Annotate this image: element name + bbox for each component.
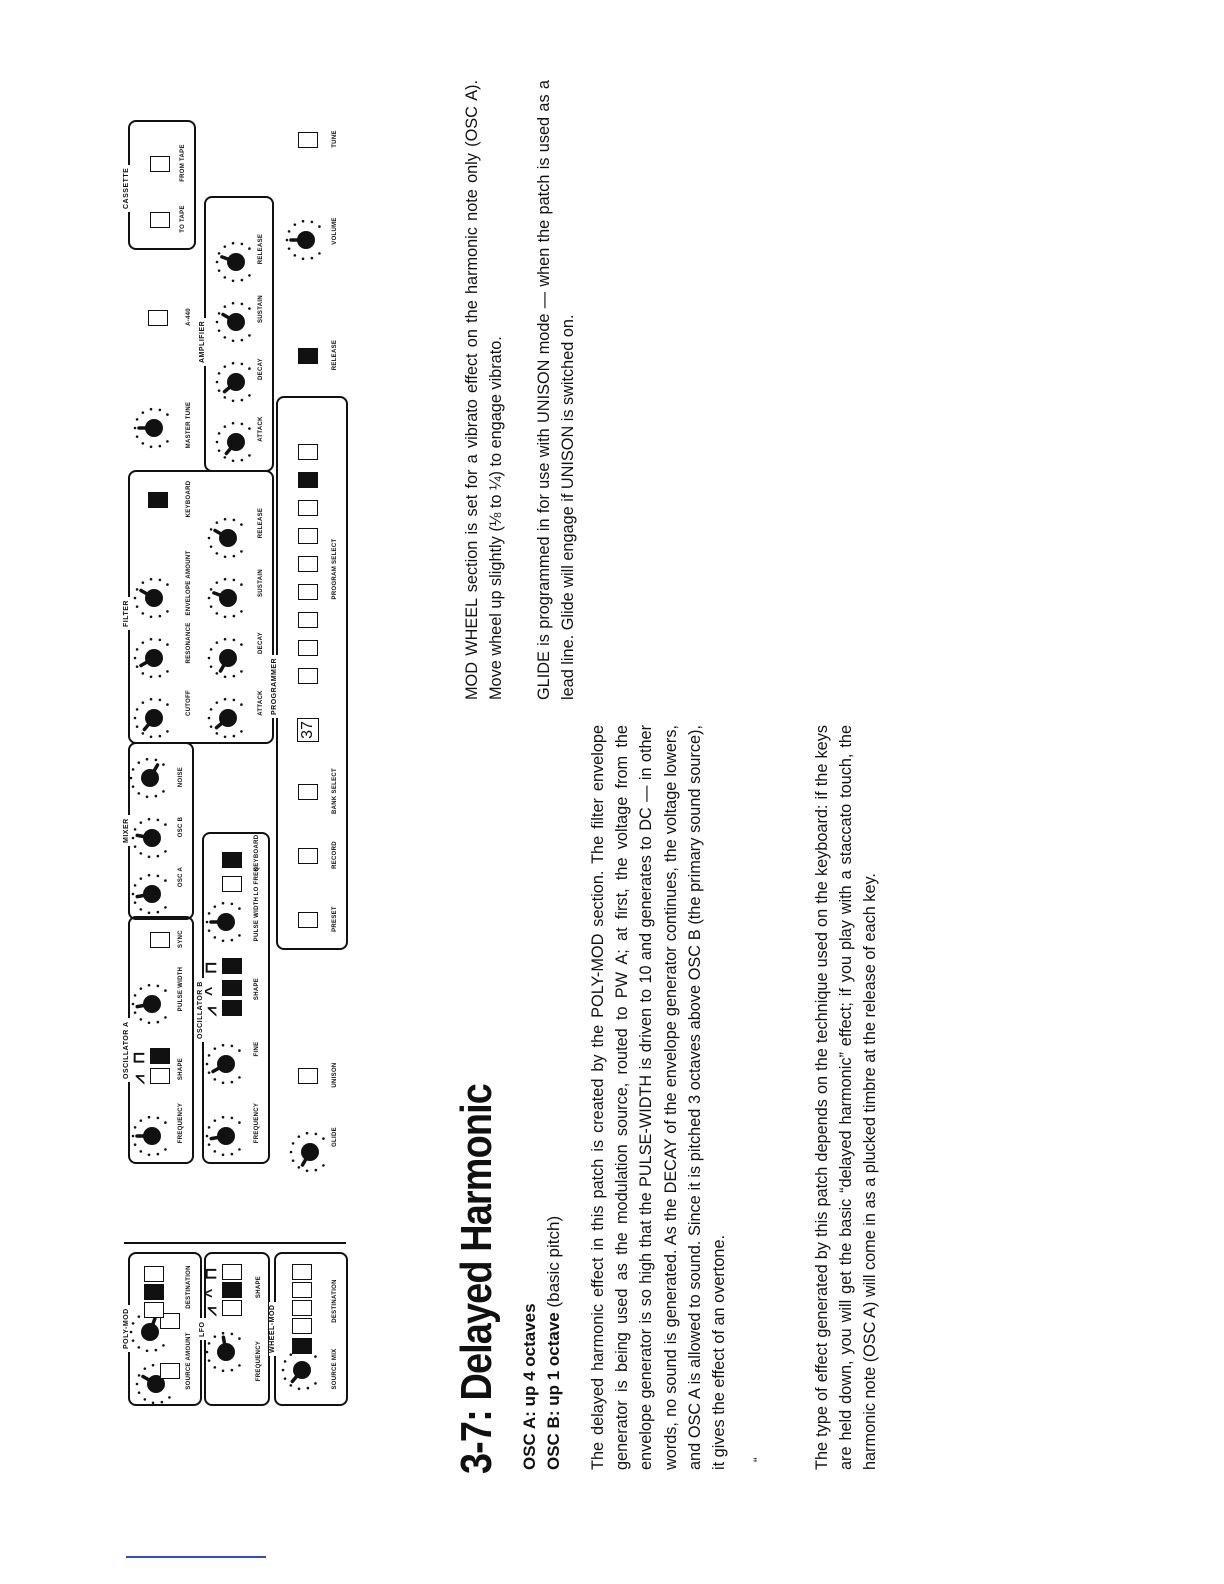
program-select-5[interactable] bbox=[298, 556, 318, 572]
pulse-icon: ⊓ bbox=[203, 1267, 220, 1280]
program-select-2[interactable] bbox=[298, 640, 318, 656]
lfo-shape-tri-switch[interactable] bbox=[222, 1282, 242, 1298]
caption: RESONANCE bbox=[186, 622, 192, 664]
wheel-pw-b-switch[interactable] bbox=[292, 1282, 312, 1298]
master-tune-knob[interactable] bbox=[134, 408, 169, 448]
caption: PRESET bbox=[332, 906, 338, 932]
caption: SOURCE AMOUNT bbox=[186, 1332, 192, 1390]
paragraph-glide: GLIDE is programmed in for use with UNISON mode — when the patch is used as a lead line. Glide will engage if UNISON is switched on. bbox=[535, 80, 578, 700]
cassette-from-tape-switch[interactable] bbox=[150, 156, 170, 172]
caption: TO TAPE bbox=[180, 205, 186, 233]
caption: ENVELOPE AMOUNT bbox=[186, 550, 192, 616]
program-select-7[interactable] bbox=[298, 500, 318, 516]
caption: NOISE bbox=[178, 766, 184, 788]
filter-decay-knob[interactable] bbox=[208, 638, 243, 678]
filter-attack-knob[interactable] bbox=[208, 698, 243, 738]
osc-a-sync-switch[interactable] bbox=[150, 932, 170, 948]
osc-a-setting: OSC A: up 4 octaves bbox=[520, 1303, 539, 1470]
section-label: CASSETTE bbox=[123, 165, 130, 212]
program-display: 37 bbox=[297, 718, 319, 742]
caption: FREQUENCY bbox=[254, 1102, 260, 1144]
caption: RELEASE bbox=[332, 339, 338, 371]
caption: TUNE bbox=[332, 130, 338, 148]
pulse-icon: ⊓ bbox=[203, 961, 220, 974]
filter-env-amount-knob[interactable] bbox=[134, 578, 169, 618]
program-select-8[interactable] bbox=[298, 472, 318, 488]
osc-a-pulse-width-knob[interactable] bbox=[132, 984, 167, 1024]
caption: VOLUME bbox=[332, 217, 338, 245]
caption: DESTINATION bbox=[332, 1279, 338, 1323]
caption: RELEASE bbox=[258, 507, 264, 539]
caption: SHAPE bbox=[254, 977, 260, 1001]
program-select-4[interactable] bbox=[298, 584, 318, 600]
cassette-to-tape-switch[interactable] bbox=[150, 212, 170, 228]
glide-knob[interactable] bbox=[290, 1132, 325, 1172]
lfo-frequency-knob[interactable] bbox=[206, 1332, 241, 1372]
filter-cutoff-knob[interactable] bbox=[134, 698, 169, 738]
osc-a-pulse-switch[interactable] bbox=[150, 1048, 170, 1064]
osc-b-frequency-knob[interactable] bbox=[206, 1116, 241, 1156]
lfo-shape-pulse-switch[interactable] bbox=[222, 1264, 242, 1280]
paragraph-technique: The type of effect generated by this patch depends on the technique used on the keyboard: if the keys are held down, you will get the basic “delayed harmonic” effect; if you play with a staccato touch, the harmonic note (OSC A) will come in as a plucked timbre at the release of each key. bbox=[813, 725, 880, 1470]
osc-b-setting: OSC B: up 1 octave (basic pitch) bbox=[544, 1215, 563, 1470]
wheel-filter-switch[interactable] bbox=[292, 1264, 312, 1280]
caption: SUSTAIN bbox=[258, 569, 264, 597]
caption: ATTACK bbox=[258, 416, 264, 442]
wheel-source-mix-knob[interactable] bbox=[282, 1350, 317, 1390]
bank-select-switch[interactable] bbox=[298, 784, 318, 800]
lfo-shape-saw-switch[interactable] bbox=[222, 1300, 242, 1316]
osc-b-pulse-width-knob[interactable] bbox=[206, 902, 241, 942]
sawtooth-icon: ⩘ bbox=[131, 1074, 148, 1084]
osc-a-frequency-knob[interactable] bbox=[132, 1116, 167, 1156]
program-select-1[interactable] bbox=[298, 668, 318, 684]
caption: KEYBOARD bbox=[254, 834, 260, 872]
section-label: OSCILLATOR A bbox=[123, 1018, 130, 1082]
margin-mark bbox=[126, 1556, 266, 1558]
filter-resonance-knob[interactable] bbox=[134, 638, 169, 678]
caption: SHAPE bbox=[178, 1057, 184, 1081]
wheel-freq-a-switch[interactable] bbox=[292, 1338, 312, 1354]
stray-quote-mark: “ bbox=[750, 1457, 766, 1462]
caption: OSC B bbox=[178, 816, 184, 838]
caption: RECORD bbox=[332, 841, 338, 869]
oscillator-settings bbox=[518, 1216, 566, 1470]
section-label: MIXER bbox=[123, 815, 130, 846]
page-title: 3-7: Delayed Harmonic bbox=[452, 1084, 501, 1474]
pw-a-switch[interactable] bbox=[144, 1284, 164, 1300]
amp-decay-knob[interactable] bbox=[216, 362, 251, 402]
tune-switch[interactable] bbox=[298, 132, 318, 148]
filt-env-switch[interactable] bbox=[160, 1363, 180, 1379]
filter-switch[interactable] bbox=[144, 1266, 164, 1282]
mixer-osc-b-knob[interactable] bbox=[132, 818, 167, 858]
section-label: OSCILLATOR B bbox=[197, 978, 204, 1042]
caption: CUTOFF bbox=[186, 689, 192, 717]
filter-release-knob[interactable] bbox=[208, 518, 243, 558]
osc-b-saw-switch[interactable] bbox=[222, 1000, 242, 1016]
caption: KEYBOARD bbox=[186, 480, 192, 518]
caption: SHAPE bbox=[256, 1275, 262, 1299]
caption: A-440 bbox=[186, 308, 192, 326]
front-panel-diagram bbox=[0, 0, 400, 1584]
section-label: FILTER bbox=[123, 597, 130, 630]
paragraph-delayed-harmonic: The delayed harmonic effect in this patch is created by the POLY-MOD section. The filter envelope generator is being used as the modulation source, routed to PW A; at first, the voltage from the envelope generator is so high that the PULSE-WIDTH is driven to 10 and generates to DC — in other words, no sound is generated. As the DECAY of the envelope generator continues, the voltage lowers, and OSC A is allowed to sound. Since it is pitched 3 octaves above OSC B (the primary sound source), it gives the effect of an overtone. bbox=[589, 725, 729, 1470]
caption: FROM TAPE bbox=[180, 144, 186, 182]
program-select-9[interactable] bbox=[298, 444, 318, 460]
sawtooth-icon: ⩘ bbox=[203, 1006, 220, 1016]
pulse-icon: ⊓ bbox=[131, 1051, 148, 1064]
knob-layer bbox=[0, 0, 400, 1584]
caption: ATTACK bbox=[258, 690, 264, 716]
caption: OSC A bbox=[178, 866, 184, 888]
caption: FREQUENCY bbox=[256, 1340, 262, 1382]
section-label: POLY-MOD bbox=[123, 1305, 130, 1352]
caption: DESTINATION bbox=[186, 1265, 192, 1309]
caption: BANK SELECT bbox=[332, 768, 338, 814]
amp-attack-knob[interactable] bbox=[216, 422, 251, 462]
caption: LO FREQ bbox=[254, 866, 260, 896]
triangle-icon: ^ bbox=[203, 986, 220, 996]
amp-sustain-knob[interactable] bbox=[216, 302, 251, 342]
caption: DECAY bbox=[258, 632, 264, 654]
freq-a-switch[interactable] bbox=[144, 1302, 164, 1318]
mixer-noise-knob[interactable] bbox=[130, 758, 165, 798]
caption: FINE bbox=[254, 1041, 260, 1057]
sawtooth-icon: ⩘ bbox=[203, 1306, 220, 1316]
caption: PULSE WIDTH bbox=[178, 966, 184, 1012]
caption: RELEASE bbox=[258, 233, 264, 265]
lo-freq-switch[interactable] bbox=[222, 876, 242, 892]
caption: FREQUENCY bbox=[178, 1102, 184, 1144]
mixer-osc-a-knob[interactable] bbox=[132, 874, 167, 914]
preset-switch[interactable] bbox=[298, 912, 318, 928]
amp-release-knob[interactable] bbox=[216, 242, 251, 282]
osc-b-tri-switch[interactable] bbox=[222, 980, 242, 996]
keyboard-switch[interactable] bbox=[222, 852, 242, 868]
caption: PROGRAM SELECT bbox=[332, 538, 338, 600]
section-label: WHEEL-MOD bbox=[269, 1302, 276, 1356]
section-label: AMPLIFIER bbox=[199, 318, 206, 366]
caption: DECAY bbox=[258, 358, 264, 380]
wheel-pw-a-switch[interactable] bbox=[292, 1300, 312, 1316]
filter-keyboard-switch[interactable] bbox=[148, 492, 168, 508]
unison-switch[interactable] bbox=[298, 1068, 318, 1084]
section-label: PROGRAMMER bbox=[271, 655, 278, 718]
record-switch[interactable] bbox=[298, 848, 318, 864]
caption: PULSE WIDTH bbox=[254, 896, 260, 942]
caption: MASTER TUNE bbox=[186, 401, 192, 449]
caption: GLIDE bbox=[332, 1127, 338, 1147]
caption: SOURCE MIX bbox=[332, 1348, 338, 1390]
a440-switch[interactable] bbox=[148, 310, 168, 326]
caption: UNISON bbox=[332, 1062, 338, 1088]
release-switch[interactable] bbox=[298, 348, 318, 364]
osc-b-pulse-switch[interactable] bbox=[222, 958, 242, 974]
caption: SYNC bbox=[178, 930, 184, 948]
caption: SUSTAIN bbox=[258, 295, 264, 323]
triangle-icon: ^ bbox=[203, 1288, 220, 1298]
section-label: LFO bbox=[199, 1319, 206, 1341]
paragraph-mod-wheel: MOD WHEEL section is set for a vibrato effect on the harmonic note only (OSC A). Move wheel up slightly (⅛ to ¼) to engage vibrato. bbox=[463, 80, 506, 700]
osc-b-fine-knob[interactable] bbox=[206, 1044, 241, 1084]
filter-sustain-knob[interactable] bbox=[208, 578, 243, 618]
program-select-3[interactable] bbox=[298, 612, 318, 628]
osc-a-saw-switch[interactable] bbox=[150, 1068, 170, 1084]
wheel-freq-b-switch[interactable] bbox=[292, 1318, 312, 1334]
program-select-6[interactable] bbox=[298, 528, 318, 544]
volume-knob[interactable] bbox=[286, 220, 321, 260]
